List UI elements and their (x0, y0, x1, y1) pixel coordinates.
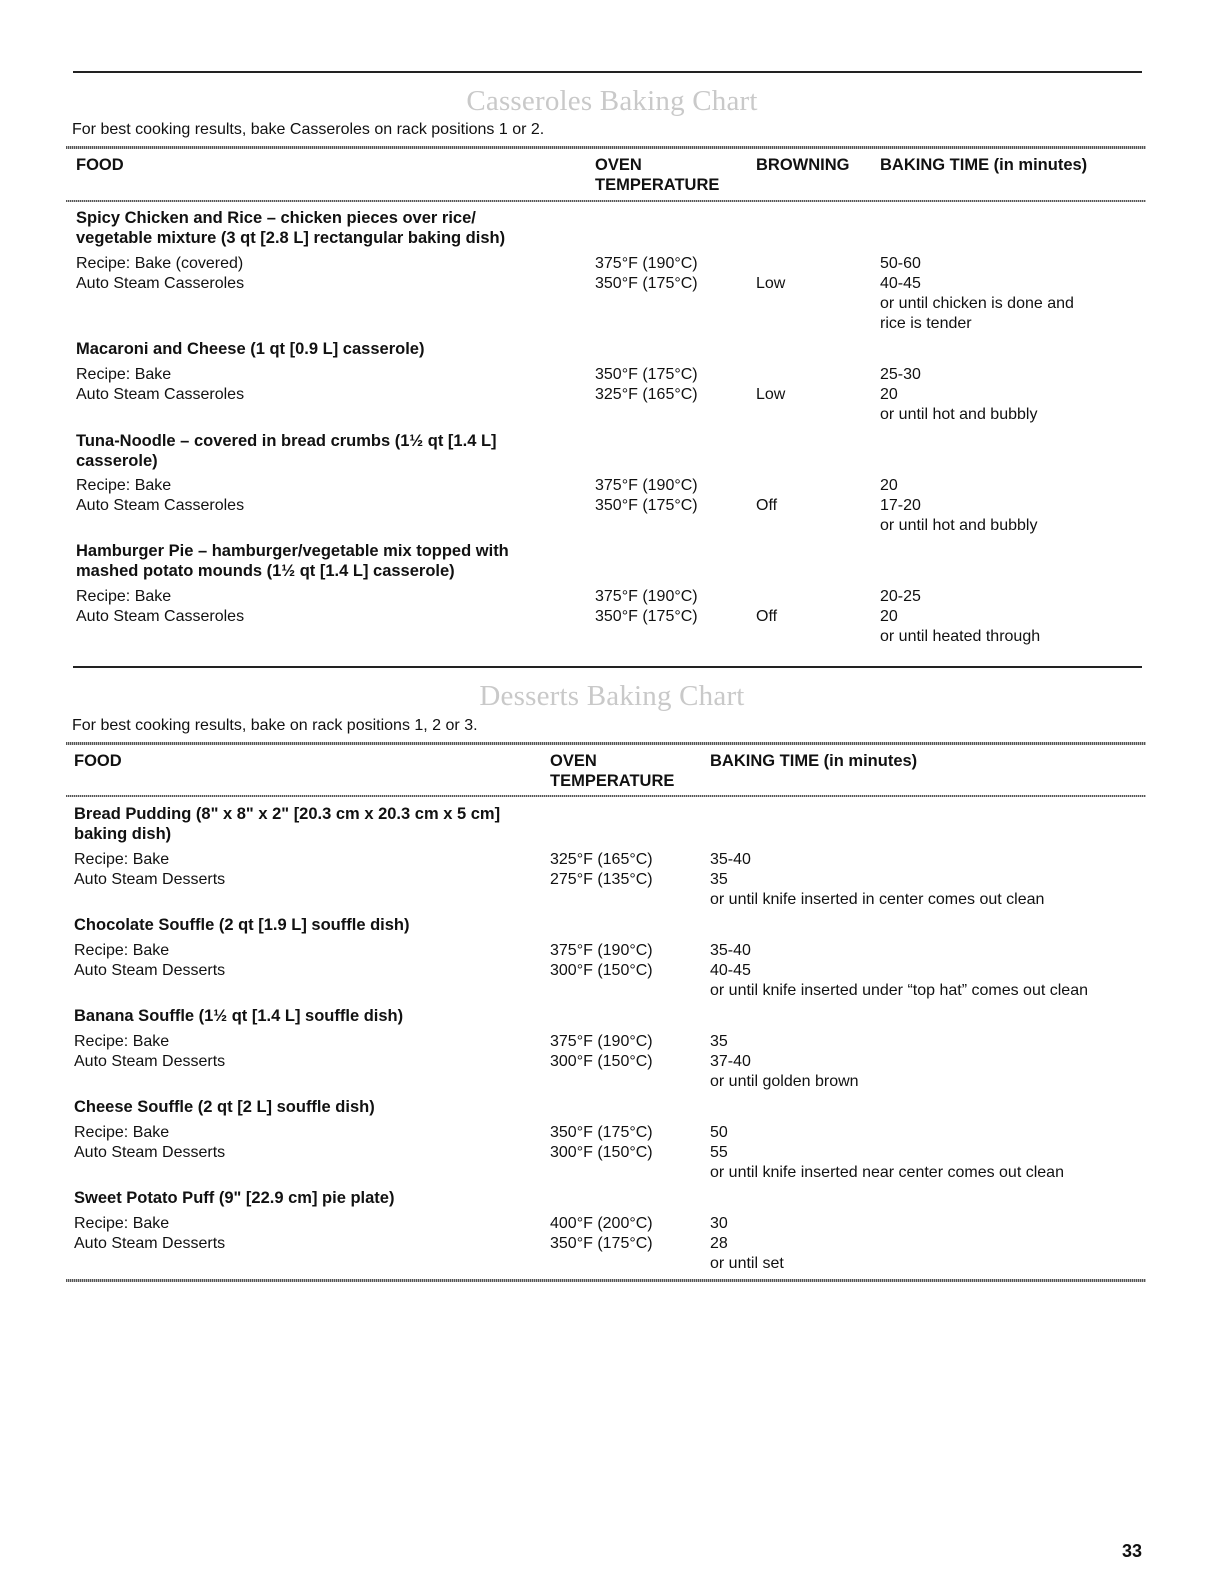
time-value: 40-45 (880, 275, 921, 292)
desserts-body-rule (66, 795, 1146, 797)
time-value: 20 (880, 608, 898, 625)
temperature-value: 350°F (175°C) (595, 497, 698, 514)
food-title: Sweet Potato Puff (9" [22.9 cm] pie plate) (74, 1189, 395, 1207)
method-label: Recipe: Bake (74, 1124, 170, 1141)
time-note: or until chicken is done and (880, 295, 1074, 312)
browning-value: Low (756, 275, 786, 292)
casseroles-chart-title: Casseroles Baking Chart (466, 85, 758, 117)
time-note: or until golden brown (710, 1073, 859, 1090)
method-label: Auto Steam Desserts (74, 1235, 226, 1252)
desserts-header-oven: OVEN TEMPERATURE (550, 752, 675, 790)
casseroles-header-time: BAKING TIME (in minutes) (880, 156, 1088, 174)
time-value: 35 (710, 1033, 728, 1050)
method-label: Recipe: Bake (76, 477, 172, 494)
casseroles-top-rule (73, 71, 1142, 73)
method-label: Recipe: Bake (76, 366, 172, 383)
browning-value: Off (756, 608, 778, 625)
desserts-top-rule (73, 666, 1142, 668)
desserts-header-rule (66, 742, 1146, 745)
time-note: or until knife inserted near center comes out clean (710, 1164, 1064, 1181)
method-label: Auto Steam Casseroles (76, 608, 245, 625)
food-title: Hamburger Pie – hamburger/vegetable mix topped with mashed potato mounds (1½ qt [1.4 L] casserole) (76, 542, 509, 580)
time-value: 37-40 (710, 1053, 751, 1070)
temperature-value: 350°F (175°C) (595, 366, 698, 383)
temperature-value: 325°F (165°C) (595, 386, 698, 403)
temperature-value: 375°F (190°C) (550, 1033, 653, 1050)
temperature-value: 275°F (135°C) (550, 871, 653, 888)
method-label: Auto Steam Desserts (74, 962, 226, 979)
method-label: Auto Steam Casseroles (76, 275, 245, 292)
time-value: 50-60 (880, 255, 921, 272)
temperature-value: 350°F (175°C) (595, 275, 698, 292)
food-title: Spicy Chicken and Rice – chicken pieces over rice/ vegetable mixture (3 qt [2.8 L] rectangular baking dish) (76, 209, 506, 247)
method-label: Auto Steam Desserts (74, 871, 226, 888)
time-note: or until knife inserted under “top hat” comes out clean (710, 982, 1088, 999)
desserts-header-time: BAKING TIME (in minutes) (710, 752, 918, 770)
desserts-intro: For best cooking results, bake on rack positions 1, 2 or 3. (72, 717, 478, 734)
temperature-value: 300°F (150°C) (550, 1144, 653, 1161)
method-label: Auto Steam Desserts (74, 1144, 226, 1161)
time-value: 17-20 (880, 497, 921, 514)
time-value: 20-25 (880, 588, 921, 605)
temperature-value: 300°F (150°C) (550, 962, 653, 979)
method-label: Auto Steam Desserts (74, 1053, 226, 1070)
method-label: Auto Steam Casseroles (76, 497, 245, 514)
desserts-bottom-rule (66, 1279, 1146, 1282)
page-number: 33 (1121, 1541, 1142, 1561)
casseroles-body-rule (66, 200, 1146, 202)
method-label: Recipe: Bake (74, 851, 170, 868)
food-title: Tuna-Noodle – covered in bread crumbs (1½ qt [1.4 L] casserole) (76, 432, 497, 470)
temperature-value: 350°F (175°C) (550, 1235, 653, 1252)
time-value: 35-40 (710, 942, 751, 959)
food-title: Bread Pudding (8" x 8" x 2" [20.3 cm x 20.3 cm x 5 cm] baking dish) (74, 805, 501, 843)
method-label: Auto Steam Casseroles (76, 386, 245, 403)
temperature-value: 400°F (200°C) (550, 1215, 653, 1232)
time-value: 25-30 (880, 366, 921, 383)
time-value: 50 (710, 1124, 728, 1141)
temperature-value: 350°F (175°C) (550, 1124, 653, 1141)
desserts-header-food: FOOD (74, 752, 122, 770)
food-title: Cheese Souffle (2 qt [2 L] souffle dish) (74, 1098, 375, 1116)
time-note: or until heated through (880, 628, 1041, 645)
temperature-value: 375°F (190°C) (595, 588, 698, 605)
time-note: or until hot and bubbly (880, 406, 1038, 423)
casseroles-header-oven: OVEN TEMPERATURE (595, 156, 720, 194)
time-value: 55 (710, 1144, 728, 1161)
time-note: or until hot and bubbly (880, 517, 1038, 534)
method-label: Recipe: Bake (76, 588, 172, 605)
method-label: Recipe: Bake (74, 1033, 170, 1050)
temperature-value: 375°F (190°C) (595, 255, 698, 272)
temperature-value: 350°F (175°C) (595, 608, 698, 625)
method-label: Recipe: Bake (covered) (76, 255, 244, 272)
temperature-value: 375°F (190°C) (595, 477, 698, 494)
time-value: 20 (880, 477, 898, 494)
casseroles-header-food: FOOD (76, 156, 124, 174)
time-value: 35 (710, 871, 728, 888)
time-note: or until set (710, 1255, 784, 1272)
food-title: Chocolate Souffle (2 qt [1.9 L] souffle dish) (74, 916, 410, 934)
time-note: rice is tender (880, 315, 972, 332)
food-title: Macaroni and Cheese (1 qt [0.9 L] casserole) (76, 340, 425, 358)
casseroles-intro: For best cooking results, bake Casseroles on rack positions 1 or 2. (72, 121, 545, 138)
temperature-value: 325°F (165°C) (550, 851, 653, 868)
casseroles-header-browning: BROWNING (756, 156, 850, 174)
method-label: Recipe: Bake (74, 942, 170, 959)
temperature-value: 375°F (190°C) (550, 942, 653, 959)
time-value: 20 (880, 386, 898, 403)
casseroles-header-rule (66, 146, 1146, 149)
time-value: 35-40 (710, 851, 751, 868)
temperature-value: 300°F (150°C) (550, 1053, 653, 1070)
time-value: 40-45 (710, 962, 751, 979)
food-title: Banana Souffle (1½ qt [1.4 L] souffle dish) (74, 1007, 404, 1025)
time-value: 30 (710, 1215, 728, 1232)
desserts-chart-title: Desserts Baking Chart (479, 680, 745, 712)
time-note: or until knife inserted in center comes out clean (710, 891, 1045, 908)
browning-value: Low (756, 386, 786, 403)
browning-value: Off (756, 497, 778, 514)
time-value: 28 (710, 1235, 728, 1252)
method-label: Recipe: Bake (74, 1215, 170, 1232)
